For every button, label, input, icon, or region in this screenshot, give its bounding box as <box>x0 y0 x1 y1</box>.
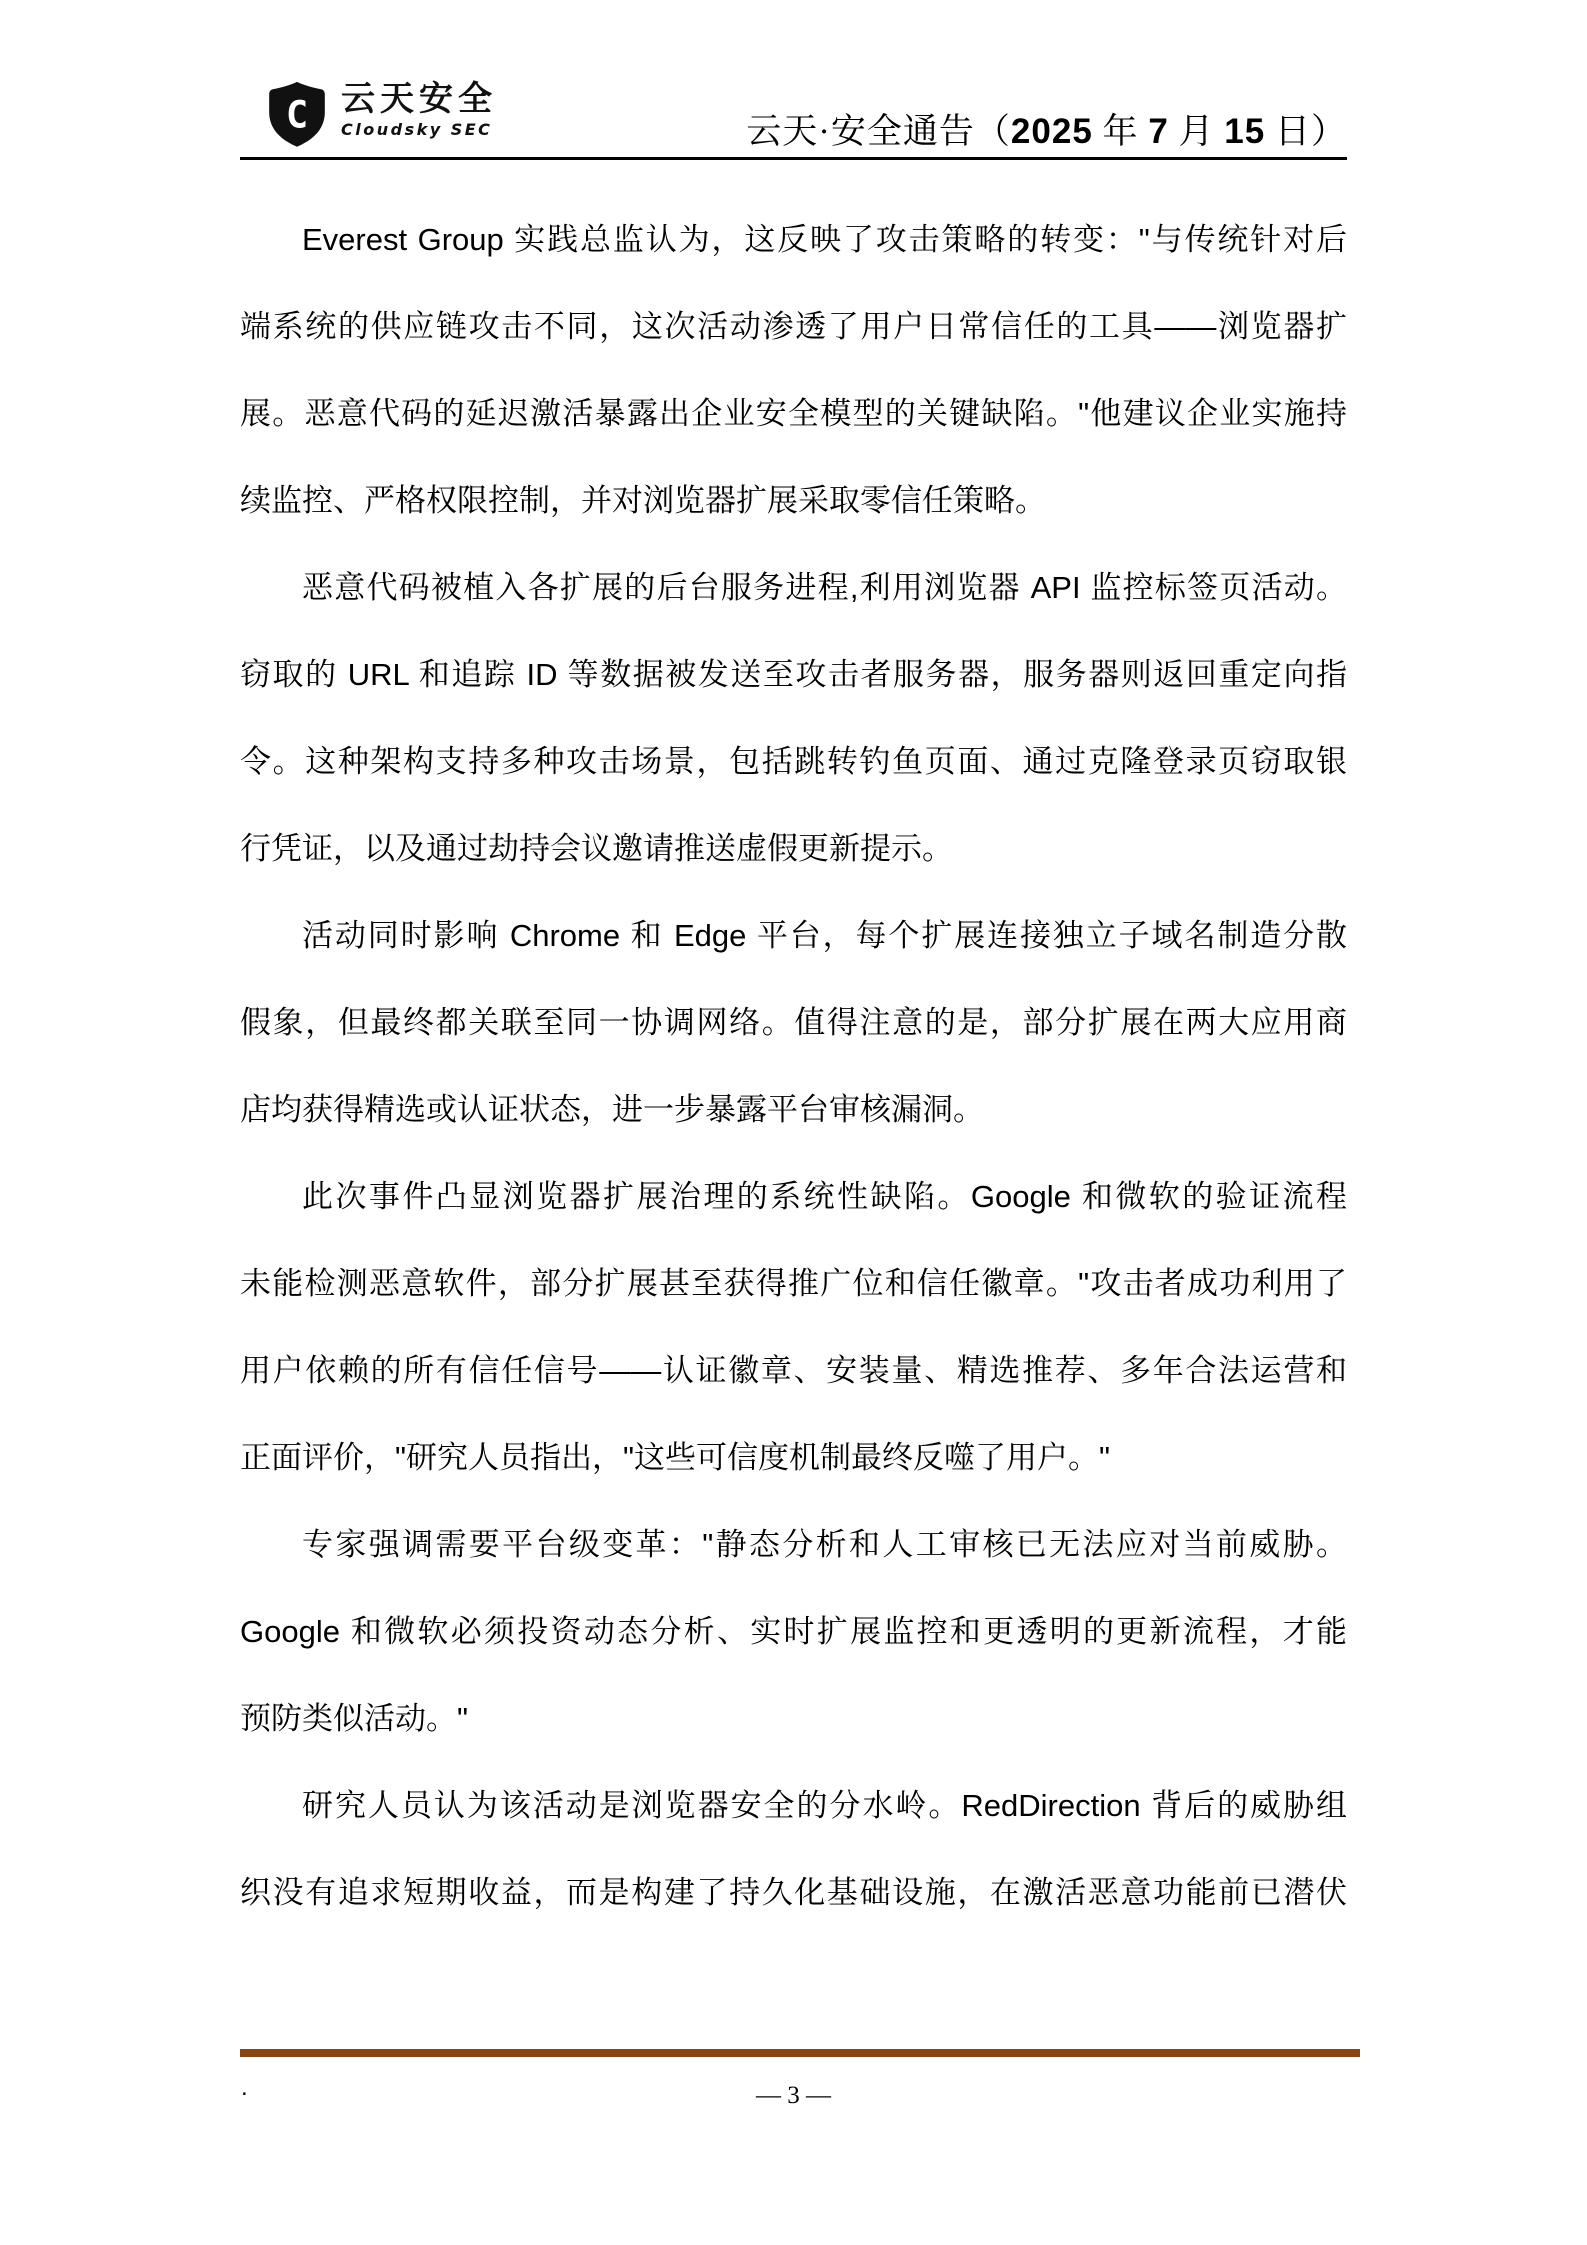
header-title-text: 云天·安全通告（ <box>746 112 1011 151</box>
body-line: 活动同时影响 Chrome 和 Edge 平台，每个扩展连接独立子域名制造分散 <box>302 918 1347 953</box>
footer-rule <box>240 2049 1360 2057</box>
header-title <box>746 104 1347 154</box>
header-title-text: 月 <box>1168 112 1225 151</box>
brand-name-cn: 云天安全 <box>341 80 497 118</box>
header-title-text: 年 <box>1092 112 1149 151</box>
body-line: 展。恶意代码的延迟激活暴露出企业安全模型的关键缺陷。"他建议企业实施持 <box>240 396 1347 431</box>
body-line: 预防类似活动。" <box>240 1701 469 1736</box>
body-paragraph <box>240 1153 1347 1501</box>
body-line: 未能检测恶意软件，部分扩展甚至获得推广位和信任徽章。"攻击者成功利用了 <box>240 1266 1347 1301</box>
body-paragraph <box>240 1762 1347 1936</box>
body-line: 专家强调需要平台级变革："静态分析和人工审核已无法应对当前威胁。 <box>302 1527 1347 1562</box>
body-line: 行凭证，以及通过劫持会议邀请推送虚假更新提示。 <box>240 831 953 866</box>
body-line: 织没有追求短期收益，而是构建了持久化基础设施，在激活恶意功能前已潜伏 <box>240 1875 1347 1910</box>
body-line: 正面评价，"研究人员指出，"这些可信度机制最终反噬了用户。" <box>240 1440 1111 1475</box>
document-body <box>240 196 1347 1936</box>
logo-shield-letter: C <box>285 93 309 137</box>
body-line: 研究人员认为该活动是浏览器安全的分水岭。RedDirection 背后的威胁组 <box>302 1788 1347 1823</box>
footer-left-dot: . <box>241 2074 248 2101</box>
body-line: 端系统的供应链攻击不同，这次活动渗透了用户日常信任的工具——浏览器扩 <box>240 309 1347 344</box>
body-paragraph <box>240 892 1347 1153</box>
page-number: — 3 — <box>756 2082 831 2109</box>
body-line: 窃取的 URL 和追踪 ID 等数据被发送至攻击者服务器，服务器则返回重定向指 <box>240 657 1347 692</box>
body-line: 店均获得精选或认证状态，进一步暴露平台审核漏洞。 <box>240 1092 984 1127</box>
body-line: Google 和微软必须投资动态分析、实时扩展监控和更透明的更新流程，才能 <box>240 1614 1347 1649</box>
header-rule <box>240 157 1347 160</box>
body-line: 假象，但最终都关联至同一协调网络。值得注意的是，部分扩展在两大应用商 <box>240 1005 1347 1040</box>
cloudsky-shield-icon <box>266 80 328 148</box>
header-title-number: 2025 <box>1010 112 1093 151</box>
brand-logo <box>266 80 497 148</box>
body-line: 令。这种架构支持多种攻击场景，包括跳转钓鱼页面、通过克隆登录页窃取银 <box>240 744 1347 779</box>
header-title-number: 15 <box>1224 112 1266 151</box>
header-title-number: 7 <box>1148 112 1169 151</box>
body-line: 续监控、严格权限控制，并对浏览器扩展采取零信任策略。 <box>240 483 1046 518</box>
brand-text <box>341 80 497 139</box>
body-line: 用户依赖的所有信任信号——认证徽章、安装量、精选推荐、多年合法运营和 <box>240 1353 1347 1388</box>
body-line: 此次事件凸显浏览器扩展治理的系统性缺陷。Google 和微软的验证流程 <box>302 1179 1347 1214</box>
brand-name-en: Cloudsky SEC <box>341 120 493 140</box>
header-title-text: 日） <box>1265 112 1347 151</box>
body-paragraph <box>240 196 1347 544</box>
body-paragraph <box>240 544 1347 892</box>
body-line: Everest Group 实践总监认为，这反映了攻击策略的转变："与传统针对后 <box>302 222 1347 257</box>
body-paragraph <box>240 1501 1347 1762</box>
body-line: 恶意代码被植入各扩展的后台服务进程,利用浏览器 API 监控标签页活动。 <box>302 570 1347 605</box>
